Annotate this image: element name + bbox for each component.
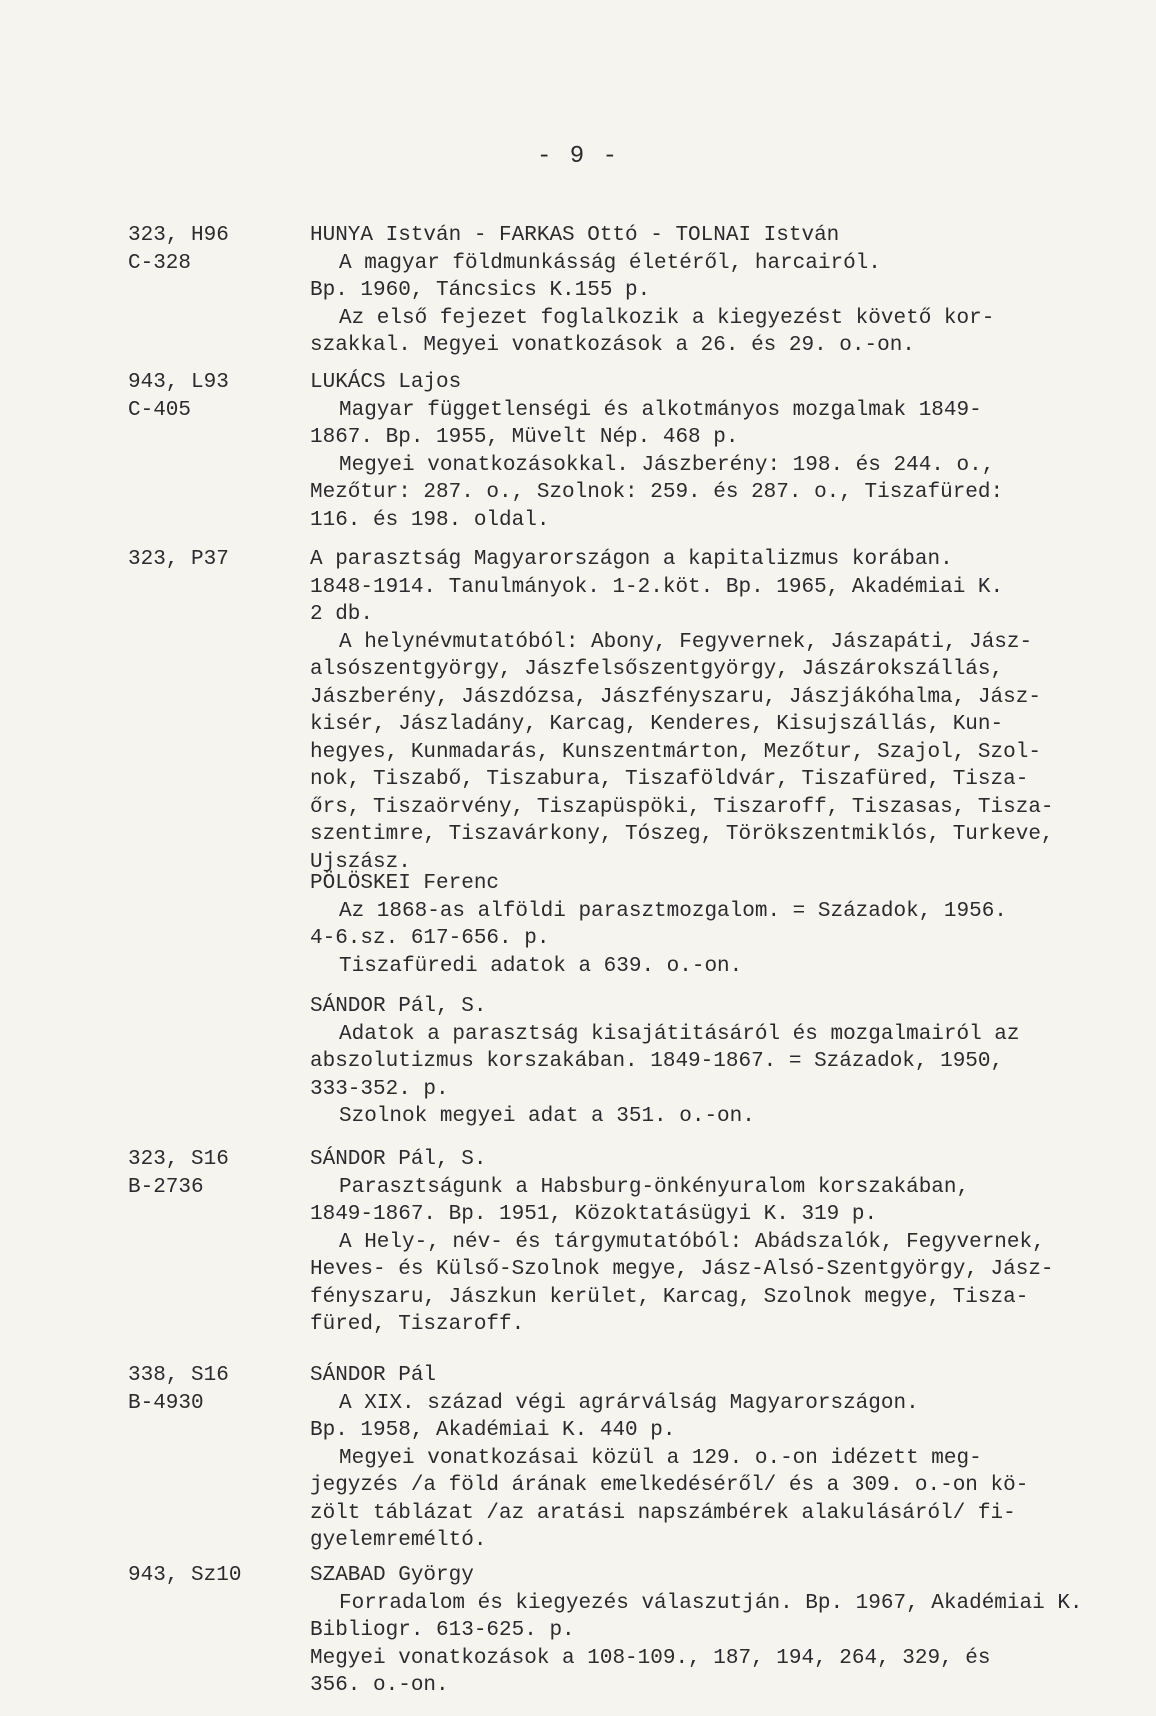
call-number bbox=[128, 1146, 288, 1201]
entry-line: Mezőtur: 287. o., Szolnok: 259. és 287. o., Tiszafüred: bbox=[310, 481, 1004, 504]
call-number-line: C-405 bbox=[128, 398, 192, 422]
entry-line: Megyei vonatkozások a 108-109., 187, 194, 264, 329, és bbox=[310, 1646, 991, 1670]
entry-author: LUKÁCS Lajos bbox=[310, 371, 462, 394]
entry-line: kisér, Jászladány, Karcag, Kenderes, Kisujszállás, Kun- bbox=[310, 713, 1004, 736]
entry-body bbox=[310, 993, 1130, 1131]
call-number-line: B-2736 bbox=[128, 1175, 204, 1199]
entry-author: SÁNDOR Pál, S. bbox=[310, 1148, 487, 1171]
entry-line: szentimre, Tiszavárkony, Tószeg, Törökszentmiklós, Turkeve, bbox=[310, 823, 1054, 846]
entry-body bbox=[310, 369, 1130, 534]
entry-line: Megyei vonatkozásai közül a 129. o.-on idézett meg- bbox=[339, 1446, 982, 1470]
call-number-line: C-328 bbox=[128, 251, 192, 275]
entry-line: jegyzés /a föld árának emelkedéséről/ és a 309. o.-on kö- bbox=[310, 1474, 1029, 1497]
entry-line: gyelemreméltó. bbox=[310, 1529, 487, 1552]
call-number-line: 943, L93 bbox=[128, 371, 229, 394]
entry-author: HUNYA István - FARKAS Ottó - TOLNAI István bbox=[310, 224, 840, 247]
entry-body bbox=[310, 1562, 1130, 1700]
call-number bbox=[128, 369, 288, 424]
entry-line: Szolnok megyei adat a 351. o.-on. bbox=[339, 1105, 755, 1128]
entry-line: nok, Tiszabő, Tiszabura, Tiszaföldvár, Tiszafüred, Tisza- bbox=[310, 768, 1029, 791]
call-number-line: 943, Sz10 bbox=[128, 1564, 242, 1587]
entry-line: Ujszász. bbox=[310, 850, 411, 874]
entry-body bbox=[310, 1362, 1130, 1555]
call-number bbox=[128, 546, 288, 574]
call-number bbox=[128, 1362, 288, 1417]
entry-line: Heves- és Külső-Szolnok megye, Jász-Alsó-Szentgyörgy, Jász- bbox=[310, 1258, 1054, 1281]
call-number-line: B-4930 bbox=[128, 1391, 204, 1415]
entry-line: alsószentgyörgy, Jászfelsőszentgyörgy, Jászárokszállás, bbox=[310, 658, 1004, 681]
entry-line: A Hely-, név- és tárgymutatóból: Abádszalók, Fegyvernek, bbox=[339, 1230, 1045, 1254]
entry-author: SÁNDOR Pál, S. bbox=[310, 995, 487, 1018]
entry-line: hegyes, Kunmadarás, Kunszentmárton, Mezőtur, Szajol, Szol- bbox=[310, 740, 1041, 764]
call-number bbox=[128, 222, 288, 277]
entry-line: 1849-1867. Bp. 1951, Közoktatásügyi K. 319 p. bbox=[310, 1203, 878, 1226]
entry-line: Magyar függetlenségi és alkotmányos mozgalmak 1849- bbox=[339, 398, 982, 422]
entry-body bbox=[310, 1146, 1130, 1339]
entry-line: Az első fejezet foglalkozik a kiegyezést követő kor- bbox=[339, 306, 995, 330]
entry-line: 2 db. bbox=[310, 603, 374, 626]
entry-line: 356. o.-on. bbox=[310, 1674, 449, 1697]
call-number-line: 323, S16 bbox=[128, 1148, 229, 1171]
entry-line: Parasztságunk a Habsburg-önkényuralom korszakában, bbox=[339, 1175, 970, 1199]
entry-line: A parasztság Magyarországon a kapitalizmus korában. bbox=[310, 548, 953, 571]
entry-line: Tiszafüredi adatok a 639. o.-on. bbox=[339, 954, 743, 978]
call-number-line: 323, H96 bbox=[128, 224, 229, 247]
entry-line: őrs, Tiszaörvény, Tiszapüspöki, Tiszaroff, Tiszasas, Tisza- bbox=[310, 795, 1054, 819]
entry-line: A XIX. század végi agrárválság Magyarországon. bbox=[339, 1391, 919, 1415]
entry-author: PÖLÖSKEI Ferenc bbox=[310, 872, 500, 895]
entry-author: SZABAD György bbox=[310, 1564, 474, 1587]
entry-line: abszolutizmus korszakában. 1849-1867. = Századok, 1950, bbox=[310, 1050, 1004, 1073]
entry-line: 4-6.sz. 617-656. p. bbox=[310, 927, 550, 950]
entry-line: Bp. 1960, Táncsics K.155 p. bbox=[310, 279, 651, 302]
call-number-line: 323, P37 bbox=[128, 548, 229, 571]
entry-line: 1848-1914. Tanulmányok. 1-2.köt. Bp. 1965, Akadémiai K. bbox=[310, 575, 1004, 599]
entry-author: SÁNDOR Pál bbox=[310, 1364, 437, 1387]
entry-line: 1867. Bp. 1955, Müvelt Nép. 468 p. bbox=[310, 426, 739, 449]
entry-line: Megyei vonatkozásokkal. Jászberény: 198. és 244. o., bbox=[339, 453, 995, 477]
entry-line: Adatok a parasztság kisajátitásáról és mozgalmairól az bbox=[339, 1022, 1020, 1046]
entry-line: Az 1868-as alföldi parasztmozgalom. = Századok, 1956. bbox=[339, 899, 1007, 923]
entry-line: szakkal. Megyei vonatkozások a 26. és 29. o.-on. bbox=[310, 334, 915, 357]
entry-body bbox=[310, 870, 1130, 980]
call-number-line: 338, S16 bbox=[128, 1364, 229, 1387]
entry-line: Bibliogr. 613-625. p. bbox=[310, 1619, 575, 1642]
entry-body bbox=[310, 546, 1130, 876]
entry-line: füred, Tiszaroff. bbox=[310, 1313, 525, 1336]
entry-line: fényszaru, Jászkun kerület, Karcag, Szolnok megye, Tisza- bbox=[310, 1285, 1029, 1309]
entry-line: zölt táblázat /az aratási napszámbérek alakulásáról/ fi- bbox=[310, 1501, 1016, 1525]
entry-body bbox=[310, 222, 1130, 360]
entry-line: Forradalom és kiegyezés válaszutján. Bp. 1967, Akadémiai K. bbox=[339, 1591, 1083, 1615]
call-number bbox=[128, 1562, 288, 1590]
entry-line: 333-352. p. bbox=[310, 1077, 449, 1101]
entry-line: Jászberény, Jászdózsa, Jászfényszaru, Jászjákóhalma, Jász- bbox=[310, 685, 1041, 709]
page-number: - 9 - bbox=[536, 143, 619, 170]
entry-line: A helynévmutatóból: Abony, Fegyvernek, Jászapáti, Jász- bbox=[339, 630, 1033, 654]
entry-line: A magyar földmunkásság életéről, harcairól. bbox=[339, 251, 881, 275]
entry-line: Bp. 1958, Akadémiai K. 440 p. bbox=[310, 1419, 676, 1442]
entry-line: 116. és 198. oldal. bbox=[310, 508, 550, 532]
